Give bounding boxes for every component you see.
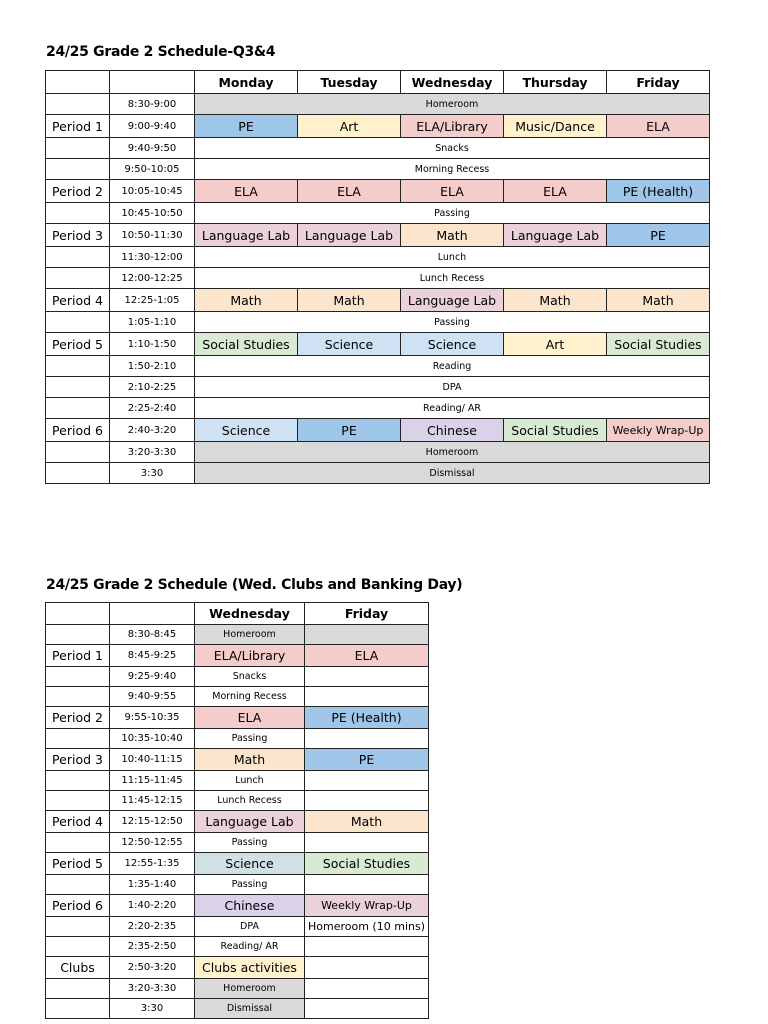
friday-cell-empty <box>305 937 429 957</box>
friday-cell-empty <box>305 979 429 999</box>
day-header-wednesday: Wednesday <box>401 71 504 94</box>
schedule-row <box>46 377 710 398</box>
subject-cell-pe: PE <box>195 115 298 138</box>
period-label <box>46 667 110 687</box>
time-slot: 10:45-10:50 <box>110 203 195 224</box>
schedule-row <box>46 94 710 115</box>
header-row <box>46 71 710 94</box>
event-span-homeroom: Homeroom <box>195 442 710 463</box>
period-label: Period 5 <box>46 333 110 356</box>
subject-cell-ela: ELA <box>401 180 504 203</box>
period-label <box>46 729 110 749</box>
period-label <box>46 377 110 398</box>
subject-cell-math: Math <box>298 289 401 312</box>
wednesday-cell-homeroom: Homeroom <box>195 625 305 645</box>
event-span-dismissal: Dismissal <box>195 463 710 484</box>
schedule-clubs-title: 24/25 Grade 2 Schedule (Wed. Clubs and Banking Day) <box>46 577 463 593</box>
schedule-row <box>46 999 429 1019</box>
subject-cell-chinese: Chinese <box>401 419 504 442</box>
schedule-row <box>46 917 429 937</box>
period-label <box>46 312 110 333</box>
time-slot: 11:15-11:45 <box>110 771 195 791</box>
subject-cell-social-studies: Social Studies <box>607 333 710 356</box>
wednesday-cell-dismissal: Dismissal <box>195 999 305 1019</box>
schedule-row <box>46 312 710 333</box>
schedule-row <box>46 667 429 687</box>
time-slot: 9:40-9:55 <box>110 687 195 707</box>
friday-cell-empty <box>305 667 429 687</box>
time-slot: 3:20-3:30 <box>110 442 195 463</box>
schedule-row <box>46 853 429 875</box>
subject-cell-language-lab: Language Lab <box>298 224 401 247</box>
schedule-row <box>46 895 429 917</box>
schedule-row <box>46 979 429 999</box>
time-slot: 3:30 <box>110 463 195 484</box>
schedule-row <box>46 707 429 729</box>
period-label <box>46 875 110 895</box>
friday-cell-empty <box>305 957 429 979</box>
friday-cell-pe: PE <box>305 749 429 771</box>
schedule-row <box>46 268 710 289</box>
time-slot: 8:45-9:25 <box>110 645 195 667</box>
time-slot: 1:50-2:10 <box>110 356 195 377</box>
time-slot: 2:10-2:25 <box>110 377 195 398</box>
schedule-row <box>46 729 429 749</box>
wednesday-cell-passing: Passing <box>195 833 305 853</box>
subject-cell-math: Math <box>607 289 710 312</box>
subject-cell-math: Math <box>195 289 298 312</box>
time-slot: 8:30-8:45 <box>110 625 195 645</box>
schedule-row <box>46 203 710 224</box>
schedule-row <box>46 180 710 203</box>
event-span-reading-ar: Reading/ AR <box>195 398 710 419</box>
period-label <box>46 999 110 1019</box>
subject-cell-art: Art <box>298 115 401 138</box>
subject-cell-science: Science <box>298 333 401 356</box>
subject-cell-music-dance: Music/Dance <box>504 115 607 138</box>
time-slot: 2:50-3:20 <box>110 957 195 979</box>
period-label <box>46 463 110 484</box>
wednesday-cell-passing: Passing <box>195 875 305 895</box>
time-slot: 2:25-2:40 <box>110 398 195 419</box>
subject-cell-social-studies: Social Studies <box>195 333 298 356</box>
time-slot: 12:50-12:55 <box>110 833 195 853</box>
event-span-lunch: Lunch <box>195 247 710 268</box>
time-slot: 12:55-1:35 <box>110 853 195 875</box>
period-label: Period 3 <box>46 749 110 771</box>
day-header-monday: Monday <box>195 71 298 94</box>
schedule-row <box>46 937 429 957</box>
wednesday-cell-homeroom: Homeroom <box>195 979 305 999</box>
friday-cell-social-studies: Social Studies <box>305 853 429 875</box>
schedule-row <box>46 138 710 159</box>
time-slot: 1:40-2:20 <box>110 895 195 917</box>
schedule-row <box>46 398 710 419</box>
time-slot: 10:05-10:45 <box>110 180 195 203</box>
time-slot: 9:55-10:35 <box>110 707 195 729</box>
subject-cell-weekly-wrap-up: Weekly Wrap-Up <box>607 419 710 442</box>
schedule-q3q4-table <box>45 70 710 484</box>
event-span-snacks: Snacks <box>195 138 710 159</box>
period-label: Period 4 <box>46 289 110 312</box>
friday-cell-homeroom-10-mins: Homeroom (10 mins) <box>305 917 429 937</box>
subject-cell-science: Science <box>195 419 298 442</box>
schedule-row <box>46 791 429 811</box>
time-slot: 2:35-2:50 <box>110 937 195 957</box>
header-blank-period <box>46 71 110 94</box>
period-label <box>46 159 110 180</box>
schedule-row <box>46 625 429 645</box>
wednesday-cell-lunch: Lunch <box>195 771 305 791</box>
event-span-homeroom: Homeroom <box>195 94 710 115</box>
time-slot: 10:40-11:15 <box>110 749 195 771</box>
day-header-wednesday: Wednesday <box>195 603 305 625</box>
event-span-passing: Passing <box>195 203 710 224</box>
friday-cell-empty <box>305 999 429 1019</box>
time-slot: 10:50-11:30 <box>110 224 195 247</box>
wednesday-cell-ela: ELA <box>195 707 305 729</box>
time-slot: 9:25-9:40 <box>110 667 195 687</box>
event-span-lunch-recess: Lunch Recess <box>195 268 710 289</box>
time-slot: 12:00-12:25 <box>110 268 195 289</box>
subject-cell-language-lab: Language Lab <box>504 224 607 247</box>
event-span-reading: Reading <box>195 356 710 377</box>
friday-cell-empty <box>305 875 429 895</box>
time-slot: 1:10-1:50 <box>110 333 195 356</box>
event-span-morning-recess: Morning Recess <box>195 159 710 180</box>
header-row <box>46 603 429 625</box>
schedule-row <box>46 811 429 833</box>
wednesday-cell-lunch-recess: Lunch Recess <box>195 791 305 811</box>
period-label: Period 1 <box>46 645 110 667</box>
day-header-tuesday: Tuesday <box>298 71 401 94</box>
period-label: Period 4 <box>46 811 110 833</box>
wednesday-cell-science: Science <box>195 853 305 875</box>
subject-cell-language-lab: Language Lab <box>195 224 298 247</box>
time-slot: 3:30 <box>110 999 195 1019</box>
subject-cell-pe: PE <box>607 224 710 247</box>
schedule-row <box>46 419 710 442</box>
wednesday-cell-morning-recess: Morning Recess <box>195 687 305 707</box>
period-label <box>46 833 110 853</box>
time-slot: 1:35-1:40 <box>110 875 195 895</box>
time-slot: 2:40-3:20 <box>110 419 195 442</box>
subject-cell-science: Science <box>401 333 504 356</box>
subject-cell-ela: ELA <box>607 115 710 138</box>
schedule-row <box>46 749 429 771</box>
subject-cell-social-studies: Social Studies <box>504 419 607 442</box>
schedule-row <box>46 687 429 707</box>
time-slot: 11:45-12:15 <box>110 791 195 811</box>
friday-cell-empty <box>305 791 429 811</box>
wednesday-cell-chinese: Chinese <box>195 895 305 917</box>
wednesday-cell-language-lab: Language Lab <box>195 811 305 833</box>
time-slot: 9:00-9:40 <box>110 115 195 138</box>
subject-cell-ela: ELA <box>298 180 401 203</box>
schedule-row <box>46 115 710 138</box>
schedule-q3q4-title: 24/25 Grade 2 Schedule-Q3&4 <box>46 44 276 60</box>
time-slot: 9:50-10:05 <box>110 159 195 180</box>
subject-cell-pe-health: PE (Health) <box>607 180 710 203</box>
time-slot: 8:30-9:00 <box>110 94 195 115</box>
wednesday-cell-reading-ar: Reading/ AR <box>195 937 305 957</box>
schedule-row <box>46 957 429 979</box>
day-header-friday: Friday <box>607 71 710 94</box>
period-label: Period 3 <box>46 224 110 247</box>
period-label <box>46 94 110 115</box>
time-slot: 12:15-12:50 <box>110 811 195 833</box>
period-label <box>46 771 110 791</box>
friday-cell-empty <box>305 625 429 645</box>
schedule-row <box>46 247 710 268</box>
friday-cell-empty <box>305 687 429 707</box>
wednesday-cell-math: Math <box>195 749 305 771</box>
header-blank-period <box>46 603 110 625</box>
friday-cell-ela: ELA <box>305 645 429 667</box>
subject-cell-pe: PE <box>298 419 401 442</box>
subject-cell-math: Math <box>504 289 607 312</box>
wednesday-cell-clubs-activities: Clubs activities <box>195 957 305 979</box>
friday-cell-weekly-wrap-up: Weekly Wrap-Up <box>305 895 429 917</box>
friday-cell-empty <box>305 833 429 853</box>
period-label <box>46 442 110 463</box>
period-label <box>46 398 110 419</box>
wednesday-cell-snacks: Snacks <box>195 667 305 687</box>
time-slot: 1:05-1:10 <box>110 312 195 333</box>
schedule-row <box>46 771 429 791</box>
subject-cell-ela-library: ELA/Library <box>401 115 504 138</box>
header-blank-time <box>110 603 195 625</box>
friday-cell-pe-health: PE (Health) <box>305 707 429 729</box>
period-label: Period 1 <box>46 115 110 138</box>
schedule-row <box>46 356 710 377</box>
schedule-row <box>46 333 710 356</box>
period-label <box>46 791 110 811</box>
schedule-row <box>46 833 429 853</box>
period-label <box>46 203 110 224</box>
event-span-dpa: DPA <box>195 377 710 398</box>
period-label <box>46 687 110 707</box>
period-label <box>46 247 110 268</box>
event-span-passing: Passing <box>195 312 710 333</box>
time-slot: 3:20-3:30 <box>110 979 195 999</box>
friday-cell-empty <box>305 729 429 749</box>
schedule-row <box>46 159 710 180</box>
time-slot: 9:40-9:50 <box>110 138 195 159</box>
schedule-row <box>46 645 429 667</box>
period-label <box>46 937 110 957</box>
time-slot: 2:20-2:35 <box>110 917 195 937</box>
period-label: Clubs <box>46 957 110 979</box>
subject-cell-ela: ELA <box>195 180 298 203</box>
time-slot: 10:35-10:40 <box>110 729 195 749</box>
wednesday-cell-dpa: DPA <box>195 917 305 937</box>
friday-cell-math: Math <box>305 811 429 833</box>
time-slot: 12:25-1:05 <box>110 289 195 312</box>
subject-cell-math: Math <box>401 224 504 247</box>
schedule-row <box>46 289 710 312</box>
subject-cell-ela: ELA <box>504 180 607 203</box>
schedule-clubs-table <box>45 602 429 1019</box>
friday-cell-empty <box>305 771 429 791</box>
wednesday-cell-passing: Passing <box>195 729 305 749</box>
period-label: Period 6 <box>46 419 110 442</box>
schedule-row <box>46 442 710 463</box>
period-label: Period 2 <box>46 707 110 729</box>
period-label: Period 6 <box>46 895 110 917</box>
period-label: Period 2 <box>46 180 110 203</box>
time-slot: 11:30-12:00 <box>110 247 195 268</box>
period-label <box>46 356 110 377</box>
period-label <box>46 979 110 999</box>
header-blank-time <box>110 71 195 94</box>
period-label <box>46 138 110 159</box>
period-label <box>46 625 110 645</box>
period-label <box>46 268 110 289</box>
wednesday-cell-ela-library: ELA/Library <box>195 645 305 667</box>
schedule-row <box>46 224 710 247</box>
schedule-row <box>46 875 429 895</box>
subject-cell-language-lab: Language Lab <box>401 289 504 312</box>
day-header-friday: Friday <box>305 603 429 625</box>
subject-cell-art: Art <box>504 333 607 356</box>
period-label <box>46 917 110 937</box>
schedule-row <box>46 463 710 484</box>
day-header-thursday: Thursday <box>504 71 607 94</box>
period-label: Period 5 <box>46 853 110 875</box>
